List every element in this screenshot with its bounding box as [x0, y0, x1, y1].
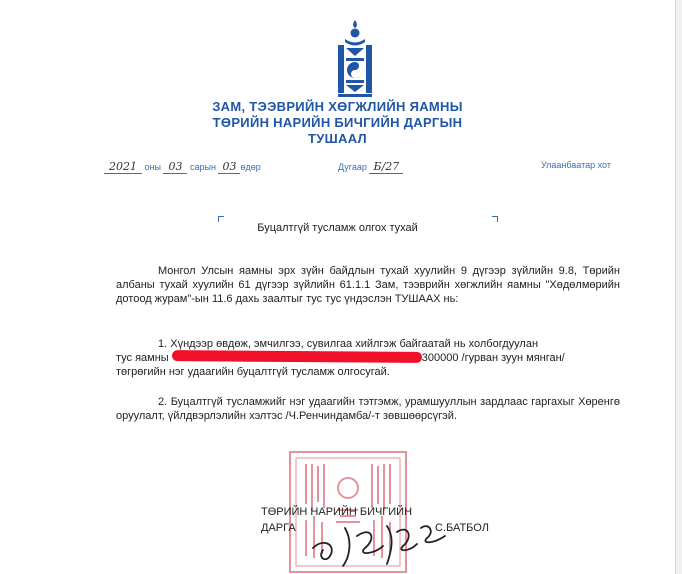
date-day: 03	[218, 160, 240, 174]
month-label: сарын	[190, 162, 216, 172]
item1-before-redaction: тус яамны	[116, 352, 169, 364]
year-label: оны	[144, 162, 161, 172]
number-line	[338, 160, 403, 174]
signatory-name: С.БАТБОЛ	[435, 522, 489, 534]
soyombo-emblem-icon	[333, 18, 377, 98]
date-line	[104, 160, 261, 174]
office-name: ТӨРИЙН НАРИЙН БИЧГИЙН ДАРГЫН	[212, 115, 463, 130]
order-item-1	[116, 337, 620, 379]
redaction-mark	[172, 350, 422, 363]
signatory-title-line1: ТӨРИЙН НАРИЙН БИЧГИЙН	[261, 506, 413, 518]
item1-line2	[116, 351, 620, 365]
document-number: Б/27	[369, 160, 403, 174]
item1-line1: 1. Хүндээр өвдөж, эмчилгээ, сувилгаа хийлгэж байгаатай нь холбогдуулан	[158, 338, 539, 350]
document-type: ТУШААЛ	[308, 131, 367, 146]
place: Улаанбаатар хот	[541, 160, 611, 170]
item1-after-redaction: 300000 /гурван зуун мянган/	[421, 352, 565, 364]
item1-line3: төгрөгийн нэг удаагийн буцалтгүй тусламж олгосугай.	[116, 366, 390, 378]
viewer-edge	[676, 0, 682, 574]
date-year: 2021	[104, 160, 142, 174]
signatory-title-line2: ДАРГА	[261, 522, 296, 534]
document-title: Буцалтгүй тусламж олгох тухай	[257, 222, 418, 234]
day-label: өдөр	[240, 162, 261, 172]
handwritten-signature-icon	[305, 508, 455, 570]
preamble-paragraph: Монгол Улсын яамны эрх зүйн байдлын тухай хуулийн 9 дүгээр зүйлийн 9.8, Төрийн албаны тухай хуулийн 61 дүгээр зүйлийн 61.1.1 Зам, тээврийн хөгжлийн яамны "Хөдөлмөрийн дотоод журам"-ын 11.6 дахь заалтыг тус тус үндэслэн ТУШААХ нь:	[116, 265, 620, 305]
date-month: 03	[163, 160, 187, 174]
number-label: Дугаар	[338, 162, 367, 172]
order-item-2: 2. Буцалтгүй тусламжийг нэг удаагийн тэтгэмж, урамшууллын зардлаас гаргахыг Хөренгө оруулалт, үйлдвэрлэлийн хэлтэс /Ч.Ренчиндамба/-т зөвшөөрсүгэй.	[116, 396, 620, 422]
ministry-name: ЗАМ, ТЭЭВРИЙН ХӨГЖЛИЙН ЯАМНЫ	[212, 99, 463, 114]
